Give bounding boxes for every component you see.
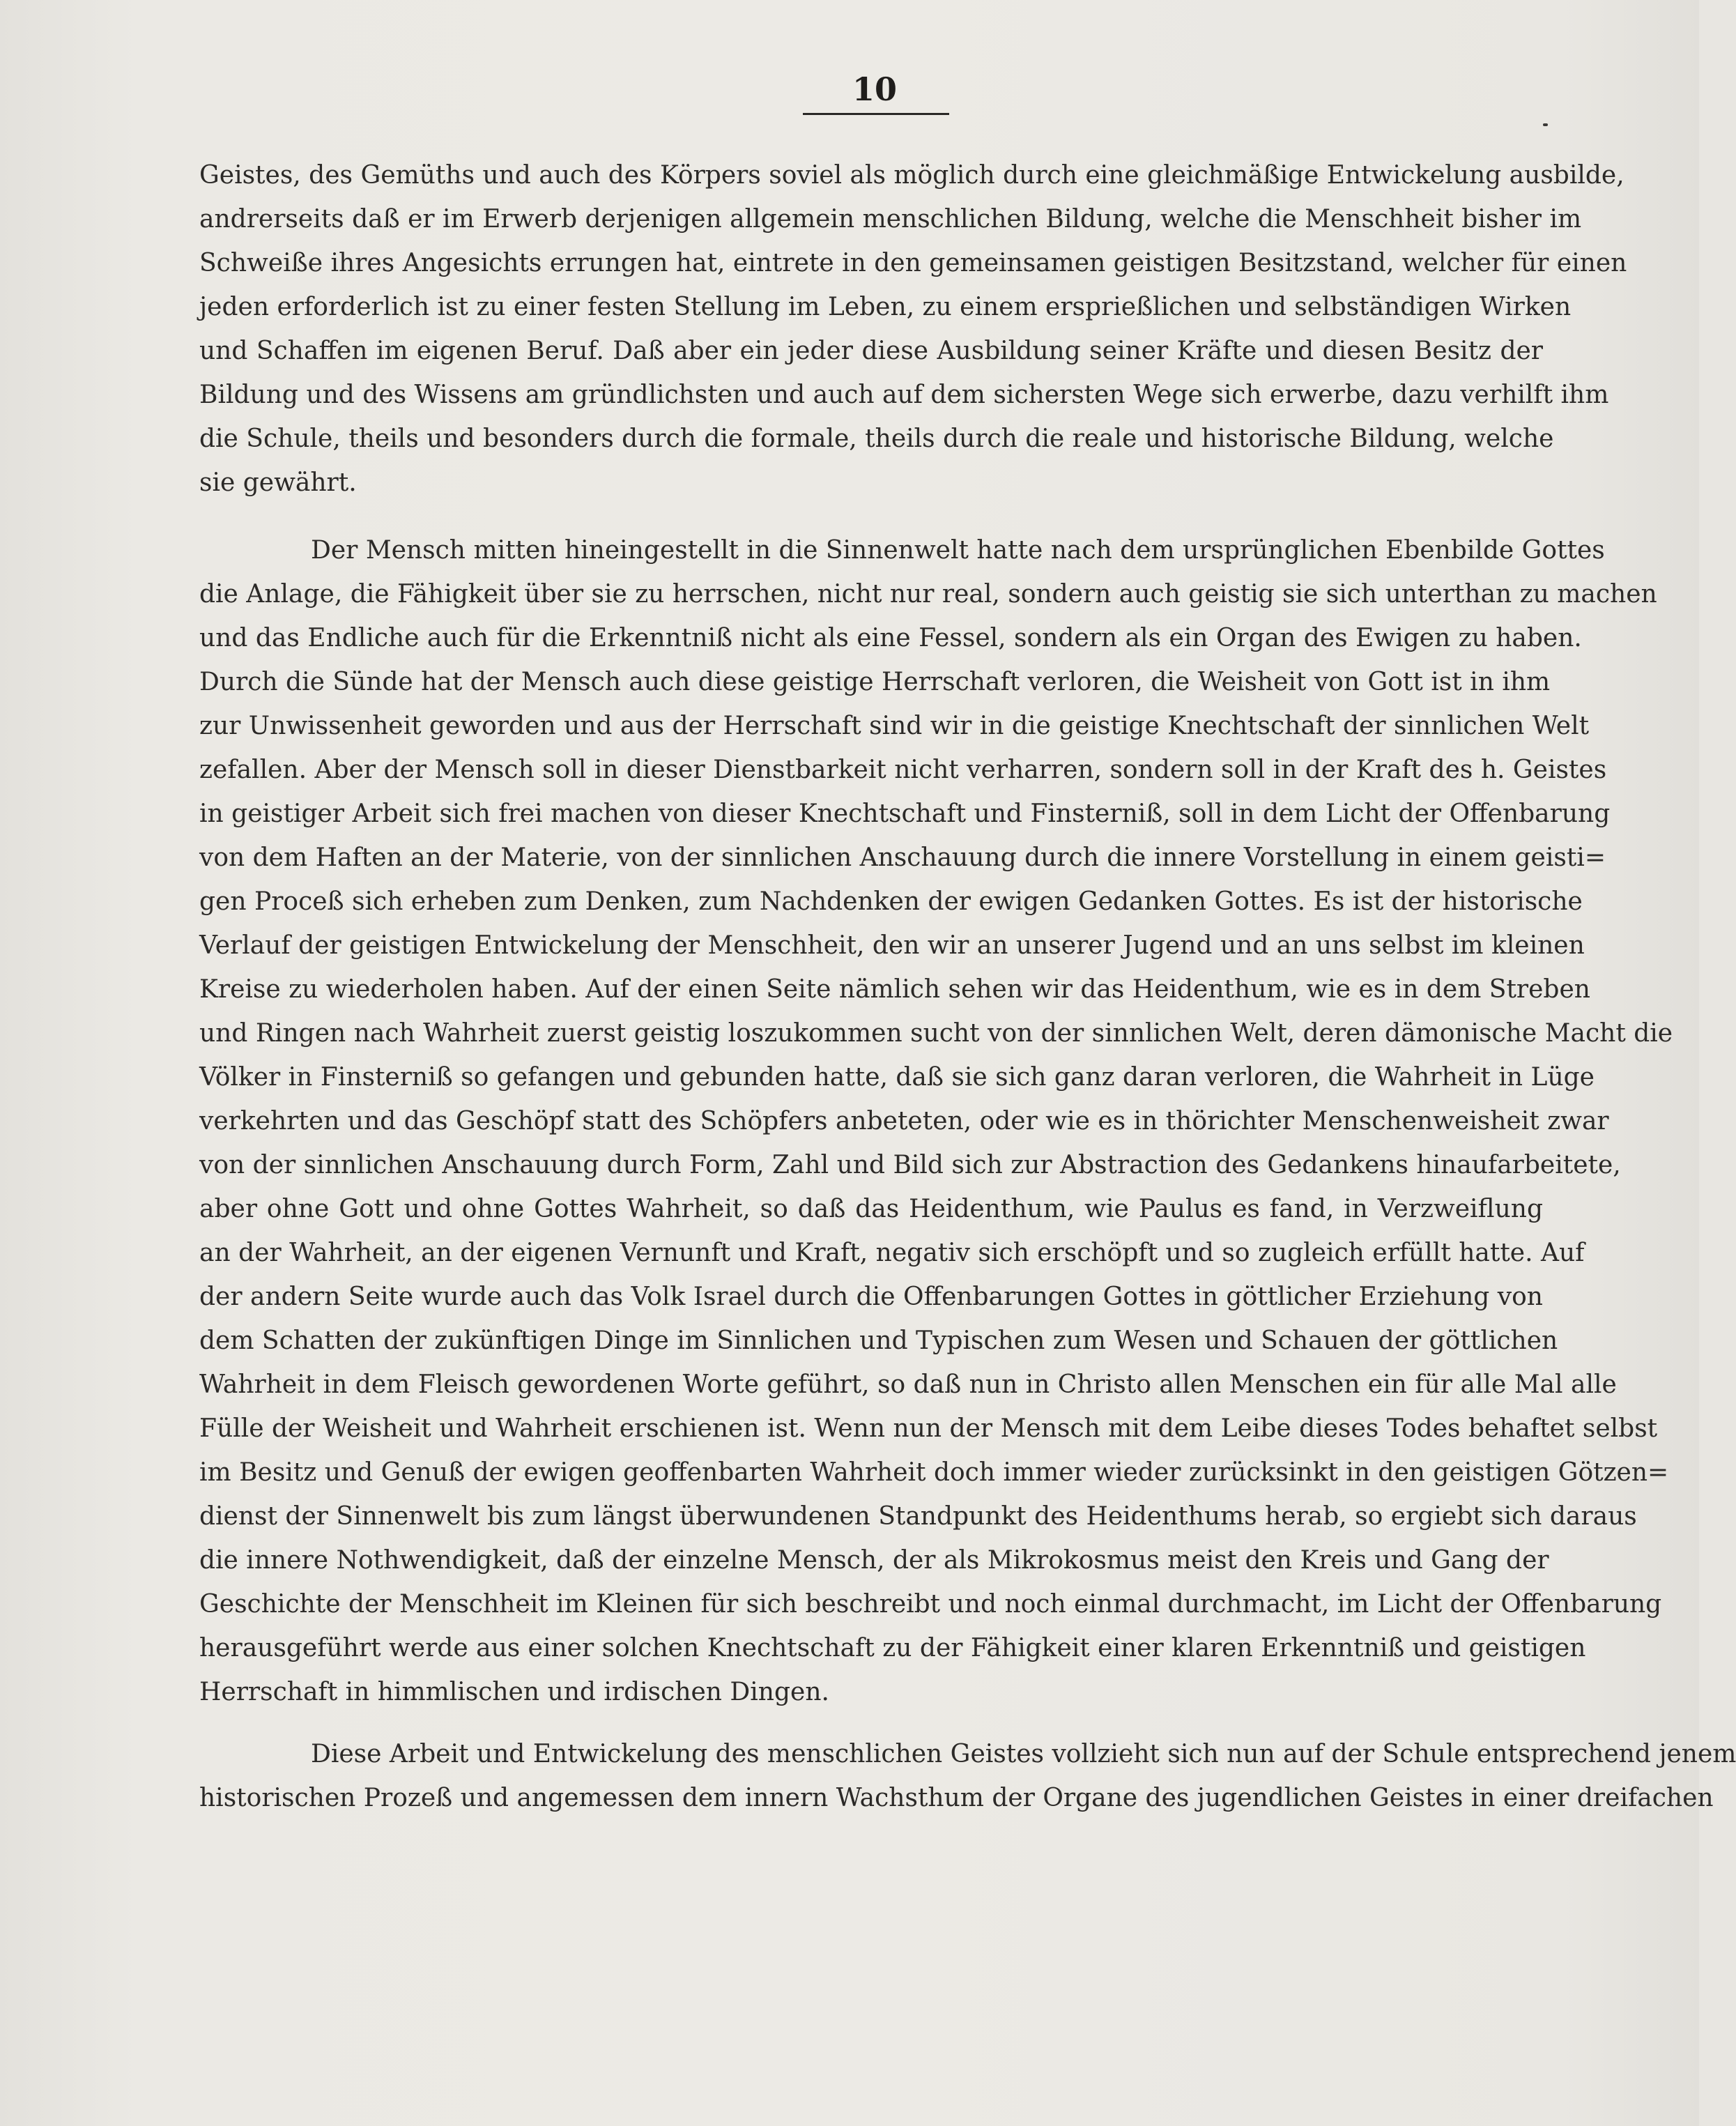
text-line: von der sinnlichen Anschauung durch Form, Zahl und Bild sich zur Abstraction des Gedankens hinaufarbeitete,: [199, 1151, 1621, 1179]
text-line: Herrschaft in himmlischen und irdischen Dingen.: [199, 1678, 829, 1706]
text-line: die innere Nothwendigkeit, daß der einzelne Mensch, der als Mikrokosmus meist den Kreis und Gang der: [199, 1546, 1549, 1575]
text-line: historischen Prozeß und angemessen dem innern Wachsthum der Organe des jugendlichen Geistes in einer dreifachen: [199, 1784, 1714, 1812]
text-line: dienst der Sinnenwelt bis zum längst überwundenen Standpunkt des Heidenthums herab, so ergiebt sich daraus: [199, 1502, 1637, 1531]
text-line: Durch die Sünde hat der Mensch auch diese geistige Herrschaft verloren, die Weisheit von Gott ist in ihm: [199, 668, 1551, 696]
text-line: an der Wahrheit, an der eigenen Vernunft und Kraft, negativ sich erschöpft und so zugleich erfüllt hatte. Auf: [199, 1239, 1585, 1267]
text-line: aber ohne Gott und ohne Gottes Wahrheit, so daß das Heidenthum, wie Paulus es fand, in Verzweiflung: [199, 1195, 1543, 1223]
text-line: Diese Arbeit und Entwickelung des menschlichen Geistes vollzieht sich nun auf der Schule entsprechend jenem: [311, 1740, 1736, 1768]
text-line: Schweiße ihres Angesichts errungen hat, eintrete in den gemeinsamen geistigen Besitzstand, welcher für einen: [199, 249, 1627, 277]
paragraph-final: [199, 1732, 1736, 1820]
text-line: verkehrten und das Geschöpf statt des Schöpfers anbeteten, oder wie es in thörichter Menschenweisheit zwar: [199, 1107, 1609, 1135]
text-line: und Schaffen im eigenen Beruf. Daß aber ein jeder diese Ausbildung seiner Kräfte und diesen Besitz der: [199, 337, 1543, 365]
text-line: Fülle der Weisheit und Wahrheit erschienen ist. Wenn nun der Mensch mit dem Leibe dieses Todes behaftet selbst: [199, 1414, 1658, 1443]
text-line: Kreise zu wiederholen haben. Auf der einen Seite nämlich sehen wir das Heidenthum, wie es in dem Streben: [199, 975, 1590, 1004]
text-line: herausgeführt werde aus einer solchen Knechtschaft zu der Fähigkeit einer klaren Erkenntniß und geistigen: [199, 1634, 1586, 1662]
text-line: und das Endliche auch für die Erkenntniß nicht als eine Fessel, sondern als ein Organ des Ewigen zu haben.: [199, 624, 1582, 652]
text-line: und Ringen nach Wahrheit zuerst geistig loszukommen sucht von der sinnlichen Welt, deren dämonische Macht die: [199, 1019, 1673, 1048]
text-line: die Schule, theils und besonders durch die formale, theils durch die reale und historische Bildung, welche: [199, 425, 1554, 453]
text-line: der andern Seite wurde auch das Volk Israel durch die Offenbarungen Gottes in göttlicher Erziehung von: [199, 1283, 1543, 1311]
text-line: Bildung und des Wissens am gründlichsten und auch auf dem sichersten Wege sich erwerbe, dazu verhilft ihm: [199, 381, 1609, 409]
page-number-rule: [803, 113, 949, 115]
ink-speck: [1543, 123, 1548, 126]
text-line: die Anlage, die Fähigkeit über sie zu herrschen, nicht nur real, sondern auch geistig sie sich unterthan zu machen: [199, 580, 1657, 609]
text-line: Völker in Finsterniß so gefangen und gebunden hatte, daß sie sich ganz daran verloren, die Wahrheit in Lüge: [199, 1063, 1595, 1092]
text-line: jeden erforderlich ist zu einer festen Stellung im Leben, zu einem ersprießlichen und selbständigen Wirken: [199, 293, 1572, 321]
text-line: zefallen. Aber der Mensch soll in dieser Dienstbarkeit nicht verharren, sondern soll in der Kraft des h. Geistes: [199, 756, 1607, 784]
page-number: 10: [852, 70, 897, 108]
text-line: im Besitz und Genuß der ewigen geoffenbarten Wahrheit doch immer wieder zurücksinkt in den geistigen Götzen=: [199, 1458, 1669, 1487]
paragraph-continuation: [199, 153, 1627, 505]
text-line: gen Proceß sich erheben zum Denken, zum Nachdenken der ewigen Gedanken Gottes. Es ist der historische: [199, 887, 1583, 916]
text-line: Der Mensch mitten hineingestellt in die Sinnenwelt hatte nach dem ursprünglichen Ebenbilde Gottes: [311, 536, 1605, 565]
text-line: dem Schatten der zukünftigen Dinge im Sinnlichen und Typischen zum Wesen und Schauen der göttlichen: [199, 1326, 1558, 1355]
text-line: zur Unwissenheit geworden und aus der Herrschaft sind wir in die geistige Knechtschaft der sinnlichen Welt: [199, 712, 1590, 740]
text-line: andrerseits daß er im Erwerb derjenigen allgemein menschlichen Bildung, welche die Menschheit bisher im: [199, 205, 1582, 234]
text-line: in geistiger Arbeit sich frei machen von dieser Knechtschaft und Finsterniß, soll in dem Licht der Offenbarung: [199, 800, 1611, 828]
paragraph-main: [199, 528, 1673, 1714]
text-line: Geschichte der Menschheit im Kleinen für sich beschreibt und noch einmal durchmacht, im Licht der Offenbarung: [199, 1590, 1662, 1619]
text-line: sie gewährt.: [199, 468, 357, 497]
text-line: Geistes, des Gemüths und auch des Körpers soviel als möglich durch eine gleichmäßige Entwickelung ausbilde,: [199, 161, 1624, 190]
text-line: Wahrheit in dem Fleisch gewordenen Worte geführt, so daß nun in Christo allen Menschen ein für alle Mal alle: [199, 1370, 1617, 1399]
text-line: von dem Haften an der Materie, von der sinnlichen Anschauung durch die innere Vorstellung in einem geisti=: [199, 843, 1606, 872]
text-line: Verlauf der geistigen Entwickelung der Menschheit, den wir an unserer Jugend und an uns selbst im kleinen: [199, 931, 1585, 960]
